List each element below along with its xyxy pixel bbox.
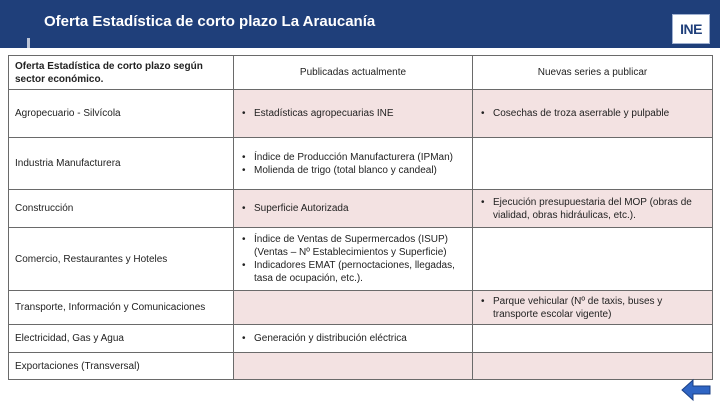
published-cell [234,138,473,190]
sector-cell: Agropecuario - Silvícola [9,90,234,138]
new-item: • Cosechas de troza aserrable y pulpable [493,107,706,120]
published-cell [234,90,473,138]
published-item: • Índice de Producción Manufacturera (IPMan) [254,151,466,164]
published-cell [234,291,473,325]
new-cell [473,228,713,291]
table-row [9,90,713,138]
sector-cell: Transporte, Información y Comunicaciones [9,291,234,325]
published-item: • Estadísticas agropecuarias INE [254,107,466,120]
table-row [9,190,713,228]
published-cell [234,228,473,291]
table-row [9,325,713,353]
back-arrow-icon[interactable] [680,378,712,402]
sector-cell: Construcción [9,190,234,228]
sector-cell: Industria Manufacturera [9,138,234,190]
published-cell [234,325,473,353]
table-row [9,353,713,380]
table-row [9,291,713,325]
published-item: • Indicadores EMAT (pernoctaciones, llegadas, tasa de ocupación, etc.). [254,259,466,285]
page-title: Oferta Estadística de corto plazo La Araucanía [44,13,376,30]
published-item: • Superficie Autorizada [254,202,466,215]
sector-cell: Electricidad, Gas y Agua [9,325,234,353]
new-cell [473,353,713,380]
published-item: • Molienda de trigo (total blanco y candeal) [254,164,466,177]
statistics-table [8,55,713,380]
header-accent [27,38,30,48]
ine-logo: INE [672,14,710,44]
header-bar [0,0,720,48]
header-published: Publicadas actualmente [234,56,473,90]
new-item: • Parque vehicular (Nº de taxis, buses y transporte escolar vigente) [493,295,706,321]
new-cell [473,190,713,228]
header-sector: Oferta Estadística de corto plazo según sector económico. [9,56,234,90]
new-cell [473,138,713,190]
header-new: Nuevas series a publicar [473,56,713,90]
table-header-row [9,56,713,90]
new-item: • Ejecución presupuestaria del MOP (obras de vialidad, obras hidráulicas, etc.). [493,196,706,222]
published-cell [234,353,473,380]
table-row [9,138,713,190]
published-item: • Generación y distribución eléctrica [254,332,466,345]
published-item: • Índice de Ventas de Supermercados (ISUP) (Ventas – Nº Establecimientos y Superficie) [254,233,466,259]
table-row [9,228,713,291]
new-cell [473,90,713,138]
new-cell [473,291,713,325]
sector-cell: Exportaciones (Transversal) [9,353,234,380]
sector-cell: Comercio, Restaurantes y Hoteles [9,228,234,291]
new-cell [473,325,713,353]
published-cell [234,190,473,228]
